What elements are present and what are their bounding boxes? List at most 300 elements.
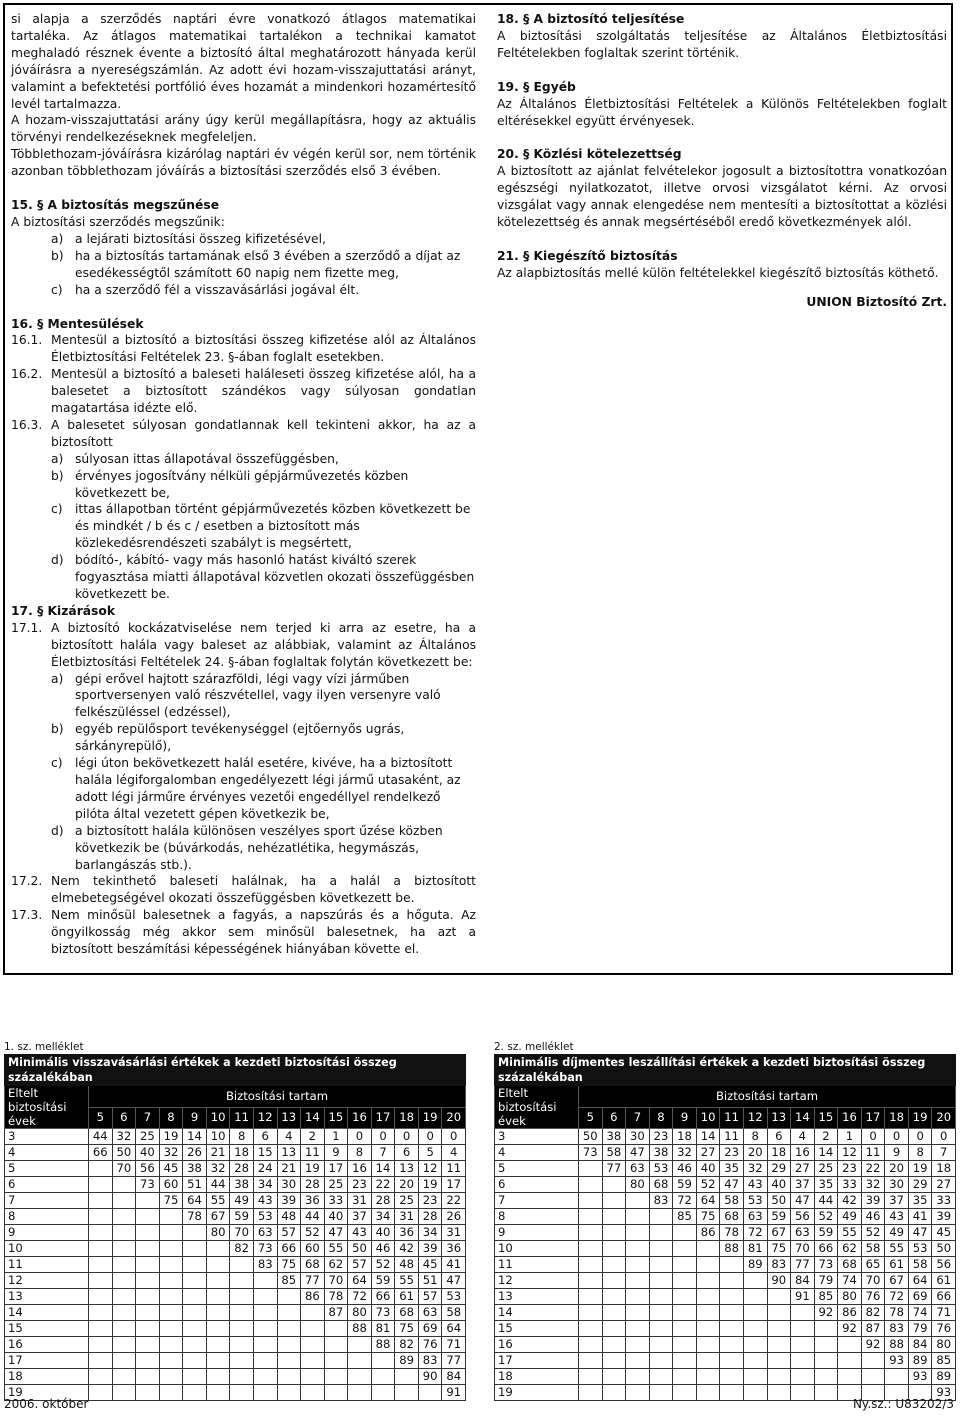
annex-label: 1. sz. melléklet xyxy=(4,1041,84,1053)
annex-2 xyxy=(494,1040,956,1401)
clause: 17.1. A biztosító kockázatviselése nem terjed ki arra az esetre, ha a biztosított halála vagy baleset az alábbiak, valamint az Általános Életbiztosítási Feltételek 24. §-ában foglaltak folytán következett be: xyxy=(11,620,476,669)
table-cell: 15 xyxy=(253,1145,277,1161)
table-cell xyxy=(89,1193,113,1209)
row-label: 10 xyxy=(5,1241,89,1257)
table-cell xyxy=(626,1321,650,1337)
table-cell xyxy=(230,1257,254,1273)
table-cell: 88 xyxy=(720,1241,744,1257)
table-cell xyxy=(183,1305,207,1321)
table-cell xyxy=(579,1305,603,1321)
table-cell xyxy=(277,1385,301,1401)
table-cell: 64 xyxy=(183,1193,207,1209)
table-cell: 59 xyxy=(673,1177,697,1193)
table-cell: 17 xyxy=(442,1177,466,1193)
table-cell xyxy=(183,1385,207,1401)
table-cell xyxy=(159,1353,183,1369)
table-cell xyxy=(791,1369,815,1385)
table-cell: 73 xyxy=(371,1305,395,1321)
table-cell xyxy=(626,1257,650,1273)
table-cell: 51 xyxy=(183,1177,207,1193)
table-cell xyxy=(602,1385,626,1401)
table-cell xyxy=(89,1305,113,1321)
section-heading-20: 20. § Közlési kötelezettség xyxy=(497,147,682,162)
table-cell: 23 xyxy=(838,1161,862,1177)
table-cell: 37 xyxy=(791,1177,815,1193)
table-cell: 70 xyxy=(861,1273,885,1289)
column-header: 16 xyxy=(348,1107,372,1129)
table-cell: 59 xyxy=(230,1209,254,1225)
table-cell xyxy=(112,1385,136,1401)
table-cell xyxy=(814,1353,838,1369)
table-cell xyxy=(253,1321,277,1337)
table-cell: 68 xyxy=(720,1209,744,1225)
column-header: 20 xyxy=(442,1107,466,1129)
list-item: b) ha a biztosítás tartamának első 3 évében a szerződő a díjat az esedékességtől számított 60 napig nem fizette meg, xyxy=(51,248,461,280)
column-header: 13 xyxy=(277,1107,301,1129)
column-group-header: Biztosítási tartam xyxy=(579,1086,956,1108)
table-row xyxy=(5,1257,466,1273)
row-label: 16 xyxy=(5,1337,89,1353)
table-cell xyxy=(885,1369,909,1385)
table-cell xyxy=(206,1273,230,1289)
table-cell xyxy=(183,1369,207,1385)
table-cell xyxy=(89,1257,113,1273)
table-row xyxy=(495,1257,956,1273)
table-cell: 17 xyxy=(324,1161,348,1177)
table-cell xyxy=(579,1209,603,1225)
table-cell: 50 xyxy=(932,1241,956,1257)
row-label: 18 xyxy=(495,1369,579,1385)
table-cell xyxy=(348,1337,372,1353)
table-cell: 31 xyxy=(348,1193,372,1209)
column-header: 6 xyxy=(602,1107,626,1129)
table-cell xyxy=(626,1337,650,1353)
row-label: 5 xyxy=(495,1161,579,1177)
table-cell: 39 xyxy=(418,1241,442,1257)
table-cell: 12 xyxy=(838,1145,862,1161)
table-cell: 37 xyxy=(885,1193,909,1209)
table-cell xyxy=(371,1369,395,1385)
table-row xyxy=(5,1209,466,1225)
table-cell xyxy=(579,1193,603,1209)
table-row xyxy=(495,1129,956,1145)
table-cell: 23 xyxy=(720,1145,744,1161)
table-cell: 23 xyxy=(418,1193,442,1209)
table-cell xyxy=(89,1177,113,1193)
table-cell xyxy=(696,1257,720,1273)
column-header: 12 xyxy=(743,1107,767,1129)
table-cell xyxy=(89,1273,113,1289)
table-cell: 91 xyxy=(442,1385,466,1401)
table-cell xyxy=(136,1385,160,1401)
row-label: 15 xyxy=(5,1321,89,1337)
table-cell: 0 xyxy=(418,1129,442,1145)
table-cell: 39 xyxy=(932,1209,956,1225)
table-cell: 55 xyxy=(395,1273,419,1289)
table-cell xyxy=(112,1321,136,1337)
table-cell: 40 xyxy=(136,1145,160,1161)
table-cell: 28 xyxy=(371,1193,395,1209)
table-row xyxy=(495,1273,956,1289)
table-cell xyxy=(696,1273,720,1289)
section-heading-17: 17. § Kizárások xyxy=(11,603,116,618)
row-label: 13 xyxy=(5,1289,89,1305)
table-cell xyxy=(767,1385,791,1401)
table-cell: 18 xyxy=(230,1145,254,1161)
table-cell xyxy=(579,1177,603,1193)
table-cell: 80 xyxy=(932,1337,956,1353)
row-label: 6 xyxy=(5,1177,89,1193)
table-cell xyxy=(673,1273,697,1289)
table-cell: 25 xyxy=(136,1129,160,1145)
table-cell: 1 xyxy=(324,1129,348,1145)
table-cell: 19 xyxy=(301,1161,325,1177)
table-cell: 88 xyxy=(371,1337,395,1353)
table-cell xyxy=(277,1353,301,1369)
table-cell xyxy=(89,1241,113,1257)
table-cell: 30 xyxy=(626,1129,650,1145)
row-label: 15 xyxy=(495,1321,579,1337)
table-cell xyxy=(814,1321,838,1337)
table-row xyxy=(5,1273,466,1289)
table-cell xyxy=(626,1305,650,1321)
table-cell: 22 xyxy=(861,1161,885,1177)
table-cell xyxy=(348,1369,372,1385)
column-header: 8 xyxy=(159,1107,183,1129)
table-cell: 62 xyxy=(838,1241,862,1257)
table-cell: 7 xyxy=(932,1145,956,1161)
table-row xyxy=(5,1225,466,1241)
table-cell xyxy=(649,1289,673,1305)
table-cell: 47 xyxy=(626,1145,650,1161)
paragraph: A biztosítási szolgáltatás teljesítése az Általános Életbiztosítási Feltételekben foglaltak szerint történik. xyxy=(497,28,947,60)
table-cell xyxy=(814,1337,838,1353)
table-cell: 68 xyxy=(649,1177,673,1193)
table-cell xyxy=(112,1273,136,1289)
table-cell: 50 xyxy=(112,1145,136,1161)
table-cell: 66 xyxy=(814,1241,838,1257)
table-row xyxy=(5,1161,466,1177)
table-cell xyxy=(579,1353,603,1369)
table-cell: 63 xyxy=(418,1305,442,1321)
table-cell: 22 xyxy=(371,1177,395,1193)
table-cell xyxy=(649,1337,673,1353)
column-header: 10 xyxy=(206,1107,230,1129)
table-cell xyxy=(230,1337,254,1353)
table-cell: 66 xyxy=(89,1145,113,1161)
table-cell: 5 xyxy=(418,1145,442,1161)
table-cell xyxy=(301,1305,325,1321)
table-cell: 55 xyxy=(206,1193,230,1209)
table-cell: 63 xyxy=(626,1161,650,1177)
table-cell: 82 xyxy=(861,1305,885,1321)
table-cell: 83 xyxy=(253,1257,277,1273)
table-cell: 18 xyxy=(767,1145,791,1161)
table-cell: 75 xyxy=(696,1209,720,1225)
table-cell: 52 xyxy=(301,1225,325,1241)
footer-date: 2006. október xyxy=(4,1397,89,1411)
column-header: 9 xyxy=(183,1107,207,1129)
table-cell xyxy=(136,1337,160,1353)
table-cell: 41 xyxy=(908,1209,932,1225)
table-cell xyxy=(649,1209,673,1225)
table-cell xyxy=(602,1337,626,1353)
table-cell: 89 xyxy=(395,1353,419,1369)
table-cell: 0 xyxy=(442,1129,466,1145)
table-cell: 23 xyxy=(649,1129,673,1145)
table-cell xyxy=(253,1337,277,1353)
table-cell: 14 xyxy=(814,1145,838,1161)
table-title: Minimális visszavásárlási értékek a kezdeti biztosítási összeg százalékában xyxy=(5,1055,466,1086)
column-header: 16 xyxy=(838,1107,862,1129)
table-cell xyxy=(230,1353,254,1369)
table-cell xyxy=(89,1225,113,1241)
table-cell xyxy=(112,1209,136,1225)
table-cell xyxy=(395,1369,419,1385)
table-cell: 36 xyxy=(442,1241,466,1257)
table-cell: 9 xyxy=(885,1145,909,1161)
table-cell: 68 xyxy=(395,1305,419,1321)
table-cell xyxy=(649,1385,673,1401)
table-cell xyxy=(743,1321,767,1337)
row-label: 10 xyxy=(495,1241,579,1257)
column-header: 18 xyxy=(885,1107,909,1129)
table-cell: 78 xyxy=(183,1209,207,1225)
table-cell: 76 xyxy=(418,1337,442,1353)
table-cell: 85 xyxy=(673,1209,697,1225)
table-cell: 26 xyxy=(442,1209,466,1225)
table-cell xyxy=(253,1305,277,1321)
table-row xyxy=(495,1289,956,1305)
table-cell xyxy=(626,1385,650,1401)
table-cell: 0 xyxy=(932,1129,956,1145)
table-cell: 79 xyxy=(814,1273,838,1289)
table-cell: 41 xyxy=(442,1257,466,1273)
row-label: 7 xyxy=(5,1193,89,1209)
table-cell: 23 xyxy=(348,1177,372,1193)
table-cell: 35 xyxy=(720,1161,744,1177)
table-cell: 77 xyxy=(602,1161,626,1177)
table-cell xyxy=(112,1257,136,1273)
column-header: 5 xyxy=(89,1107,113,1129)
table-cell xyxy=(626,1209,650,1225)
table-cell: 93 xyxy=(932,1385,956,1401)
table-cell: 78 xyxy=(885,1305,909,1321)
list-item: a) gépi erővel hajtott szárazföldi, légi vagy vízi járműben sportversenyen való részvétellel, vagy ilyen versenyre való felkészüléssel (edzéssel), xyxy=(51,671,441,720)
table-cell: 75 xyxy=(395,1321,419,1337)
table-cell xyxy=(626,1289,650,1305)
table-cell: 87 xyxy=(861,1321,885,1337)
table-cell xyxy=(626,1225,650,1241)
table-row xyxy=(5,1241,466,1257)
table-cell: 71 xyxy=(442,1337,466,1353)
table-cell xyxy=(649,1305,673,1321)
table-cell: 25 xyxy=(814,1161,838,1177)
table-cell xyxy=(696,1289,720,1305)
section-heading-21: 21. § Kiegészítő biztosítás xyxy=(497,248,678,263)
table-cell xyxy=(673,1369,697,1385)
table-cell xyxy=(602,1289,626,1305)
table-cell: 45 xyxy=(418,1257,442,1273)
table-cell: 25 xyxy=(324,1177,348,1193)
table-cell xyxy=(602,1193,626,1209)
table-cell xyxy=(673,1353,697,1369)
table-cell: 52 xyxy=(861,1225,885,1241)
table-cell xyxy=(743,1289,767,1305)
table-cell: 24 xyxy=(253,1161,277,1177)
column-header: 15 xyxy=(814,1107,838,1129)
row-label: 3 xyxy=(495,1129,579,1145)
table-cell: 74 xyxy=(838,1273,862,1289)
table-cell: 43 xyxy=(253,1193,277,1209)
table-cell: 57 xyxy=(277,1225,301,1241)
paragraph: si alapja a szerződés naptári évre vonatkozó átlagos matematikai tartaléka. Az átlagos matematikai tartalékon a technikai kamatot meghaladó résznek évente a biztosító által meghatározott hányada kerül jóváírásra a nyereségszámlán. Az adott évi hozam-visszajuttatási arányt, valamint a befektetési portfólió éves hozamát a mindenkori hozamértesítő levél tartalmazza. xyxy=(11,12,476,111)
table-cell: 27 xyxy=(696,1145,720,1161)
footer-code: Ny.sz.: U83202/3 xyxy=(852,1397,954,1411)
table-cell xyxy=(301,1353,325,1369)
table-row xyxy=(495,1161,956,1177)
table-cell: 53 xyxy=(253,1209,277,1225)
column-header: 17 xyxy=(371,1107,395,1129)
table-cell: 36 xyxy=(301,1193,325,1209)
table-cell: 71 xyxy=(932,1305,956,1321)
table-cell: 78 xyxy=(720,1225,744,1241)
table-cell xyxy=(112,1193,136,1209)
table-cell xyxy=(253,1273,277,1289)
table-cell: 80 xyxy=(838,1289,862,1305)
table-cell xyxy=(743,1273,767,1289)
table-cell xyxy=(838,1337,862,1353)
table-cell: 13 xyxy=(277,1145,301,1161)
table-cell xyxy=(159,1369,183,1385)
table-cell: 63 xyxy=(253,1225,277,1241)
table-row xyxy=(5,1321,466,1337)
table-cell: 58 xyxy=(602,1145,626,1161)
table-cell xyxy=(89,1385,113,1401)
table-cell: 27 xyxy=(932,1177,956,1193)
clause: 17.3. Nem minősül balesetnek a fagyás, a napszúrás és a hőguta. Az öngyilkosság még akkor sem minősül balesetnek, ha azt a biztosított beszámítási képességének hiányában követte el. xyxy=(11,908,476,957)
table-cell: 92 xyxy=(838,1321,862,1337)
table-row xyxy=(495,1225,956,1241)
table-cell xyxy=(720,1321,744,1337)
table-cell xyxy=(253,1385,277,1401)
table-cell: 68 xyxy=(301,1257,325,1273)
table-cell xyxy=(183,1225,207,1241)
table-cell xyxy=(159,1289,183,1305)
table-cell xyxy=(136,1305,160,1321)
table-cell: 37 xyxy=(348,1209,372,1225)
table-cell xyxy=(136,1321,160,1337)
table-cell xyxy=(301,1337,325,1353)
table-cell: 38 xyxy=(183,1161,207,1177)
table-cell xyxy=(814,1385,838,1401)
table-cell xyxy=(579,1337,603,1353)
table-cell: 81 xyxy=(371,1321,395,1337)
table-cell xyxy=(206,1321,230,1337)
row-label: 8 xyxy=(5,1209,89,1225)
table-row xyxy=(495,1321,956,1337)
table-cell: 30 xyxy=(277,1177,301,1193)
table-cell: 31 xyxy=(395,1209,419,1225)
table-cell: 63 xyxy=(791,1225,815,1241)
table-cell: 83 xyxy=(885,1321,909,1337)
table-cell xyxy=(348,1353,372,1369)
row-header: Eltelt biztosítási évek xyxy=(5,1086,89,1129)
table-row xyxy=(495,1353,956,1369)
clause: 17.2. Nem tekinthető baleseti halálnak, ha a halál a biztosított elmebetegségével okozati összefüggésben következett be. xyxy=(11,874,476,906)
table-cell xyxy=(206,1241,230,1257)
table-cell: 68 xyxy=(838,1257,862,1273)
table-cell: 64 xyxy=(696,1193,720,1209)
table-cell: 77 xyxy=(301,1273,325,1289)
table-cell: 61 xyxy=(932,1273,956,1289)
table-cell xyxy=(579,1161,603,1177)
table-cell: 35 xyxy=(814,1177,838,1193)
table-cell xyxy=(626,1273,650,1289)
table-cell xyxy=(324,1337,348,1353)
table-cell xyxy=(89,1209,113,1225)
table-cell xyxy=(673,1305,697,1321)
table-cell: 76 xyxy=(932,1321,956,1337)
table-cell: 34 xyxy=(371,1209,395,1225)
table-cell xyxy=(183,1337,207,1353)
table-cell: 65 xyxy=(861,1257,885,1273)
table-cell: 55 xyxy=(885,1241,909,1257)
table-cell: 14 xyxy=(371,1161,395,1177)
table-cell: 93 xyxy=(885,1353,909,1369)
table-row xyxy=(495,1305,956,1321)
table-cell: 39 xyxy=(277,1193,301,1209)
table-cell: 59 xyxy=(814,1225,838,1241)
table-cell xyxy=(696,1353,720,1369)
table-cell xyxy=(696,1241,720,1257)
row-label: 13 xyxy=(495,1289,579,1305)
column-header: 19 xyxy=(908,1107,932,1129)
list-item: a) súlyosan ittas állapotával összefüggésben, xyxy=(51,451,339,466)
table-cell: 6 xyxy=(767,1129,791,1145)
table-cell xyxy=(136,1257,160,1273)
table-cell xyxy=(230,1385,254,1401)
list-item: c) légi úton bekövetkezett halál esetére, kivéve, ha a biztosított halála légiforgalomban engedélyezett légi jármű utasaként, az adott légi járműre érvényes vezetői engedéllyel rendelkező pilóta által vezetett gépen következik be, xyxy=(51,756,461,821)
table-row xyxy=(5,1289,466,1305)
table-cell: 88 xyxy=(885,1337,909,1353)
table-cell: 73 xyxy=(814,1257,838,1273)
table-row xyxy=(495,1209,956,1225)
table-cell: 16 xyxy=(791,1145,815,1161)
table-cell: 20 xyxy=(743,1145,767,1161)
table-cell: 44 xyxy=(814,1193,838,1209)
table-cell: 55 xyxy=(324,1241,348,1257)
table-cell xyxy=(767,1337,791,1353)
table-cell: 49 xyxy=(838,1209,862,1225)
table-cell: 0 xyxy=(861,1129,885,1145)
table-cell xyxy=(159,1273,183,1289)
column-header: 19 xyxy=(418,1107,442,1129)
table-cell: 64 xyxy=(908,1273,932,1289)
table-cell: 80 xyxy=(626,1177,650,1193)
row-label: 14 xyxy=(495,1305,579,1321)
table-cell: 58 xyxy=(720,1193,744,1209)
table-cell: 38 xyxy=(649,1145,673,1161)
column-header: 15 xyxy=(324,1107,348,1129)
table-cell: 66 xyxy=(932,1289,956,1305)
table-cell: 50 xyxy=(767,1193,791,1209)
table-cell: 75 xyxy=(277,1257,301,1273)
table-cell: 88 xyxy=(348,1321,372,1337)
table-cell xyxy=(277,1337,301,1353)
table-cell: 48 xyxy=(277,1209,301,1225)
table-cell xyxy=(649,1257,673,1273)
